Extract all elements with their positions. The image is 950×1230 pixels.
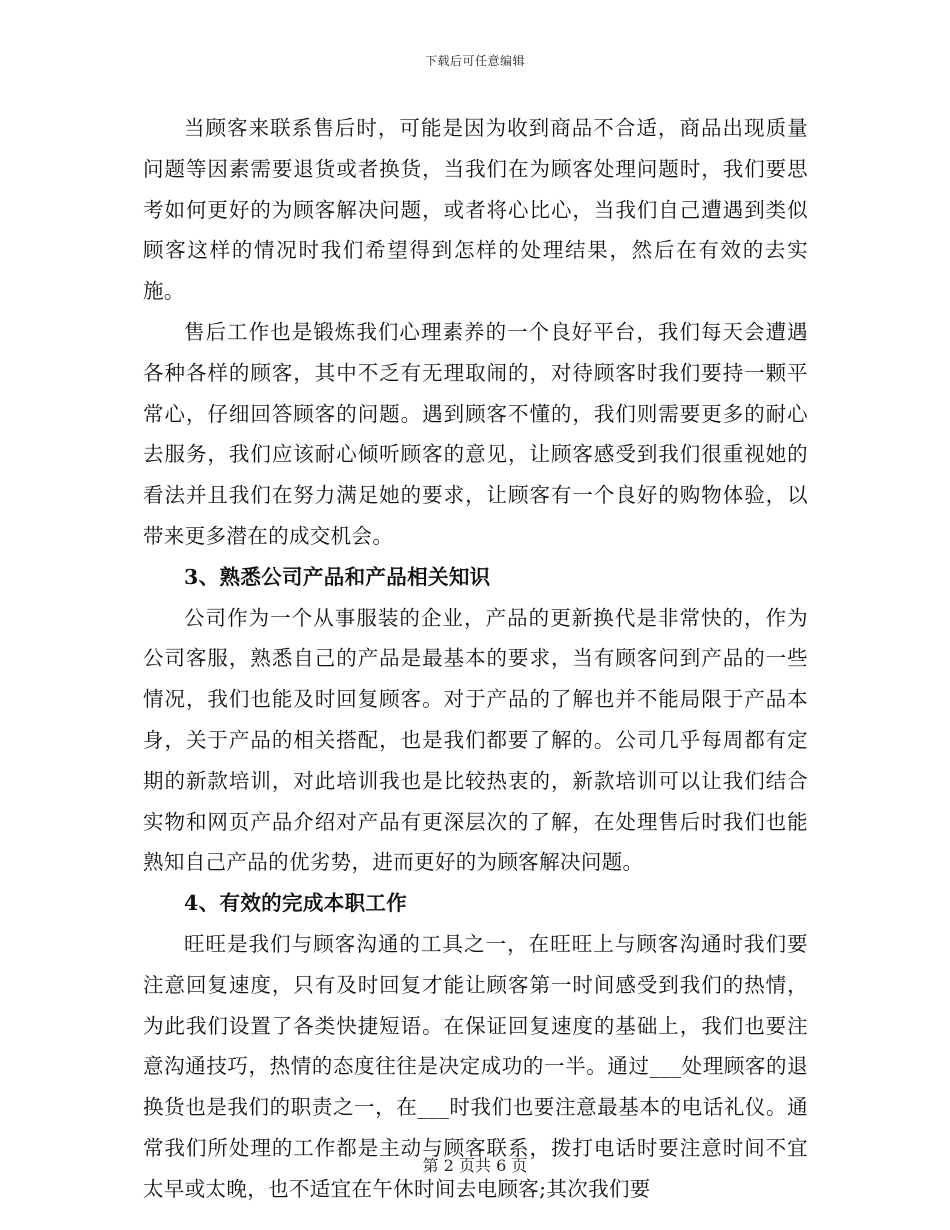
section-heading-3: 3、熟悉公司产品和产品相关知识: [184, 564, 491, 589]
section-heading-4: 4、有效的完成本职工作: [184, 891, 408, 916]
paragraph-after-sales-mindset: 售后工作也是锻炼我们心理素养的一个良好平台，我们每天会遭遇各种各样的顾客，其中不乏有无理取闹的，对待顾客时我们要持一颗平常心，仔细回答顾客的问题。遇到顾客不懂的，我们则需要更多的耐心去服务，我们应该耐心倾听顾客的意见，让顾客感受到我们很重视她的看法并且我们在努力满足她的要求，让顾客有一个良好的购物体验，以带来更多潜在的成交机会。: [143, 319, 808, 548]
paragraph-after-sales-handling: 当顾客来联系售后时，可能是因为收到商品不合适，商品出现质量问题等因素需要退货或者换货，当我们在为顾客处理问题时，我们要思考如何更好的为顾客解决问题，或者将心比心，当我们自己遭遇到类似顾客这样的情况时我们希望得到怎样的处理结果，然后在有效的去实施。: [143, 116, 808, 304]
page-footer: 第 2 页共 6 页: [422, 1156, 528, 1175]
page-header: 下载后可任意编辑: [424, 54, 525, 68]
document-body: [143, 108, 808, 1210]
paragraph-product-knowledge: 公司作为一个从事服装的企业，产品的更新换代是非常快的，作为公司客服，熟悉自己的产品是最基本的要求，当有顾客问到产品的一些情况，我们也能及时回复顾客。对于产品的了解也并不能局限于产品本身，关于产品的相关搭配，也是我们都要了解的。公司几乎每周都有定期的新款培训，对此培训我也是比较热衷的，新款培训可以让我们结合实物和网页产品介绍对产品有更深层次的了解，在处理售后时我们也能熟知自己产品的优劣势，进而更好的为顾客解决问题。: [143, 605, 808, 875]
paragraph-core-duties: 旺旺是我们与顾客沟通的工具之一，在旺旺上与顾客沟通时我们要注意回复速度，只有及时回复才能让顾客第一时间感受到我们的热情，为此我们设置了各类快捷短语。在保证回复速度的基础上，我们也要注意沟通技巧，热情的态度往往是决定成功的一半。通过___处理顾客的退换货也是我们的职责之一，在___时我们也要注意最基本的电话礼仪。通常我们所处理的工作都是主动与顾客联系，拨打电话时要注意时间不宜太早或太晚，也不适宜在午休时间去电顾客;其次我们要: [143, 931, 808, 1201]
